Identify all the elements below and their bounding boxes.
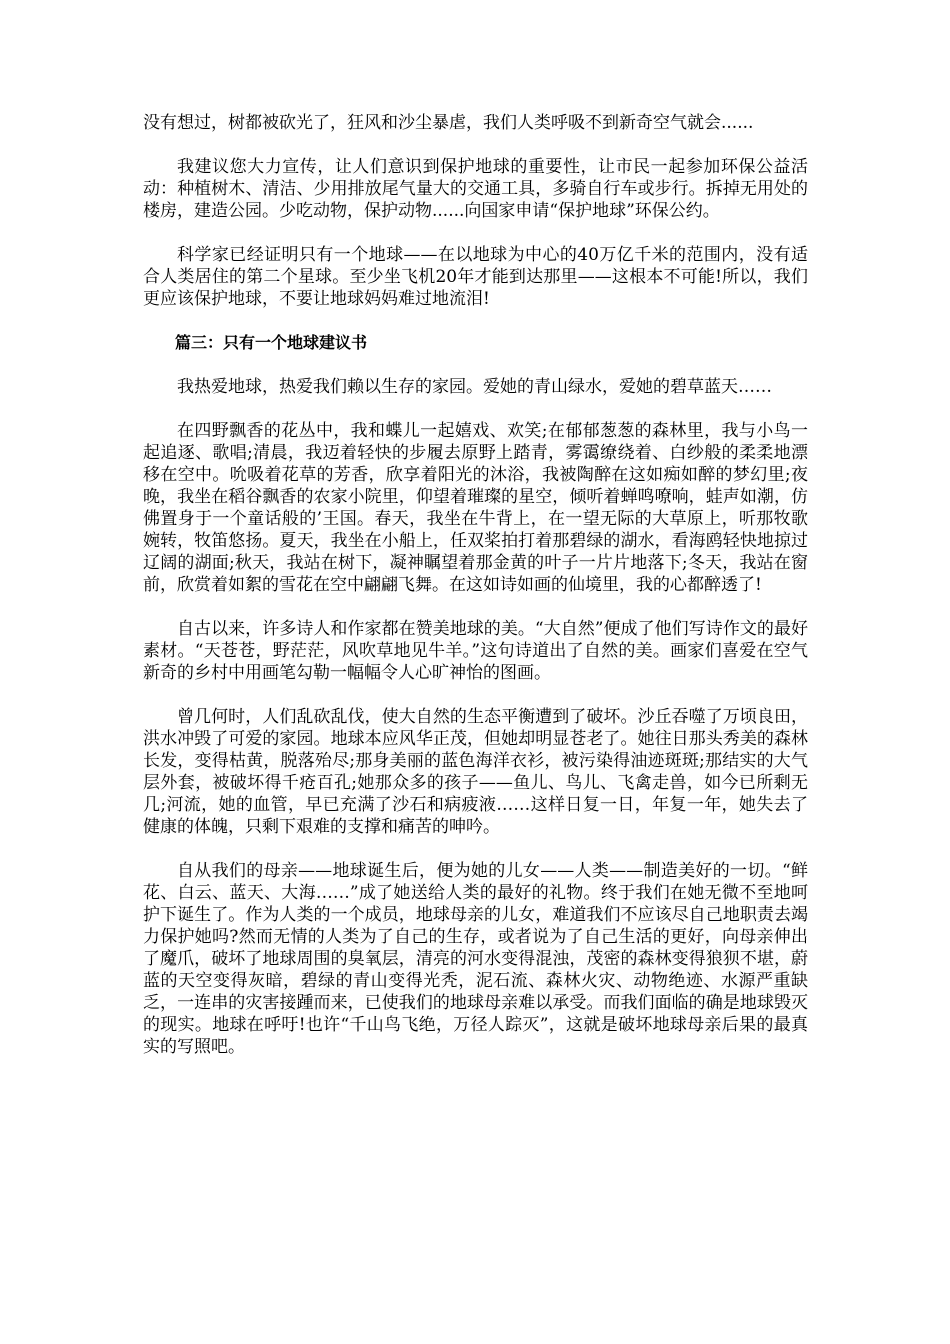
paragraph-continuation: 没有想过，树都被砍光了，狂风和沙尘暴虐，我们人类呼吸不到新奇空气就会...... <box>143 113 754 133</box>
paragraph-seasons: 在四野飘香的花丛中，我和蝶儿一起嬉戏、欢笑;在郁郁葱葱的森林里，我与小鸟一起追逐、歌唱;清晨，我迈着轻快的步履去原野上踏青，雾霭缭绕着、白纱般的柔柔地漂移在空中。吮吸着花草的芳香，欣享着阳光的沐浴，我被陶醉在这如痴如醉的梦幻里;夜晚，我坐在稻谷飘香的农家小院里，仰望着璀璨的星空，倾听着蝉鸣嘹响，蛙声如潮，仿佛置身于一个童话般的’王国。春天，我坐在牛背上，在一望无际的大草原上，听那牧歌婉转，牧笛悠扬。夏天，我坐在小船上，任双桨拍打着那碧绿的湖水，看海鸥轻快地掠过辽阔的湖面;秋天，我站在树下，凝神瞩望着那金黄的叶子一片片地落下;冬天，我站在窗前，欣赏着如絮的雪花在空中翩翩飞舞。在这如诗如画的仙境里，我的心都醉透了! <box>143 421 808 595</box>
paragraph-suggestion: 我建议您大力宣传，让人们意识到保护地球的重要性，让市民一起参加环保公益活动：种植树木、清洁、少用排放尾气量大的交通工具，多骑自行车或步行。拆掉无用处的楼房，建造公园。少吃动物，保护动物......向国家申请“保护地球”环保公约。 <box>143 157 808 221</box>
section-heading: 篇三：只有一个地球建议书 <box>175 333 368 352</box>
document-page <box>143 112 808 1080</box>
paragraph-destruction: 曾几何时，人们乱砍乱伐，使大自然的生态平衡遭到了破坏。沙丘吞噬了万顷良田，洪水冲毁了可爱的家园。地球本应风华正茂，但她却明显苍老了。她往日那头秀美的森林长发，变得枯黄，脱落殆尽;那身美丽的蓝色海洋衣衫，被污染得油迹斑斑;那结实的大气层外套，被破坏得千疮百孔;她那众多的孩子——鱼儿、鸟儿、飞禽走兽，如今已所剩无几;河流，她的血管，早已充满了沙石和病疲液……这样日复一日，年复一年，她失去了健康的体魄，只剩下艰难的支撑和痛苦的呻吟。 <box>143 707 808 837</box>
paragraph-science: 科学家已经证明只有一个地球——在以地球为中心的40万亿千米的范围内，没有适合人类居住的第二个星球。至少坐飞机20年才能到达那里——这根本不可能!所以，我们更应该保护地球，不要让地球妈妈难过地流泪! <box>143 245 808 309</box>
paragraph-poets: 自古以来，许多诗人和作家都在赞美地球的美。“大自然”便成了他们写诗作文的最好素材。“天苍苍，野茫茫，风吹草地见牛羊。”这句诗道出了自然的美。画家们喜爱在空气新奇的乡村中用画笔勾勒一幅幅令人心旷神怡的图画。 <box>143 619 808 683</box>
paragraph-love-earth: 我热爱地球，热爱我们赖以生存的家园。爱她的青山绿水，爱她的碧草蓝天…… <box>177 377 772 397</box>
paragraph-mother-earth: 自从我们的母亲——地球诞生后，便为她的儿女——人类——制造美好的一切。“鲜花、白云、蓝天、大海……”成了她送给人类的最好的礼物。终于我们在她无微不至地呵护下诞生了。作为人类的一个成员，地球母亲的儿女，难道我们不应该尽自己地职责去竭力保护她吗?然而无情的人类为了自己的生存，或者说为了自己生活的更好，向母亲伸出了魔爪，破坏了地球周围的臭氧层，清亮的河水变得混浊，茂密的森林变得狼狈不堪，蔚蓝的天空变得灰暗，碧绿的青山变得光秃，泥石流、森林火灾、动物绝迹、水源严重缺乏，一连串的灾害接踵而来，已使我们的地球母亲难以承受。而我们面临的确是地球毁灭的现实。地球在呼吁!也许“千山鸟飞绝，万径人踪灭”，这就是破坏地球母亲后果的最真实的写照吧。 <box>143 861 808 1057</box>
